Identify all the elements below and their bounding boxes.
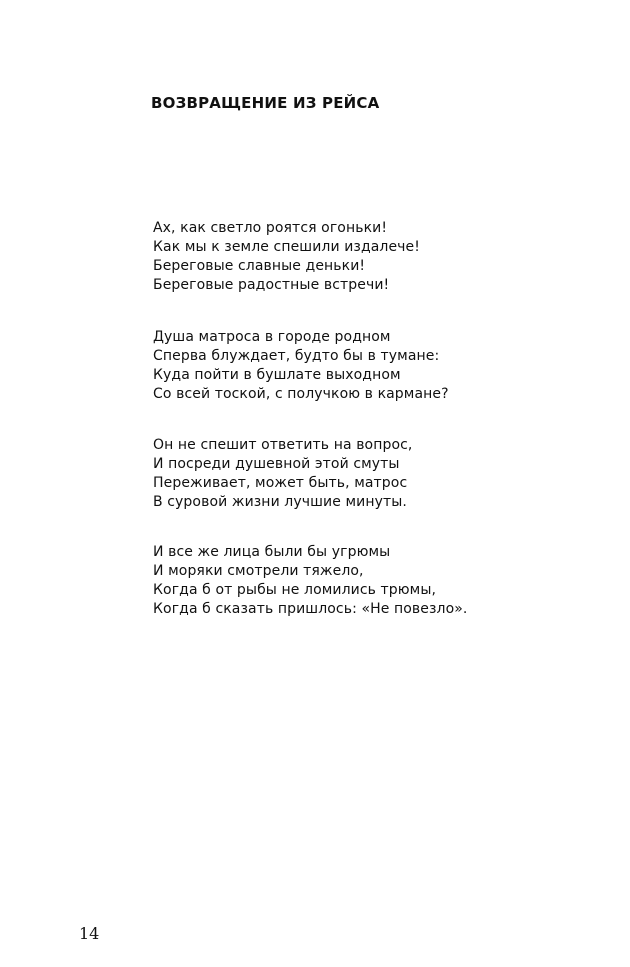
poem-line: Душа матроса в городе родном [153,329,391,345]
poem-line: Когда б от рыбы не ломились трюмы, [153,582,437,598]
poem-line: В суровой жизни лучшие минуты. [153,494,407,510]
stanza-4 [153,543,553,619]
poem-line: Береговые славные деньки! [153,258,366,274]
poem-line: Как мы к земле спешили издалече! [153,239,420,255]
poem-line: Переживает, может быть, матрос [153,475,408,491]
stanza-3 [153,436,553,512]
stanza-2 [153,328,553,404]
poem-title: ВОЗВРАЩЕНИЕ ИЗ РЕЙСА [151,94,380,112]
poem-line: И все же лица были бы угрюмы [153,544,391,560]
poem-line: Береговые радостные встречи! [153,277,390,293]
poem-line: Куда пойти в бушлате выходном [153,367,401,383]
poem-line: И посреди душевной этой смуты [153,456,400,472]
poem-line: Он не спешит ответить на вопрос, [153,437,413,453]
stanza-1 [153,219,553,295]
poem-line: Сперва блуждает, будто бы в тумане: [153,348,440,364]
poem-line: Со всей тоской, с получкою в кармане? [153,386,449,402]
page-number: 14 [79,924,100,943]
poem-line: И моряки смотрели тяжело, [153,563,364,579]
poem-line: Когда б сказать пришлось: «Не повезло». [153,601,468,617]
poem-line: Ах, как светло роятся огоньки! [153,220,388,236]
